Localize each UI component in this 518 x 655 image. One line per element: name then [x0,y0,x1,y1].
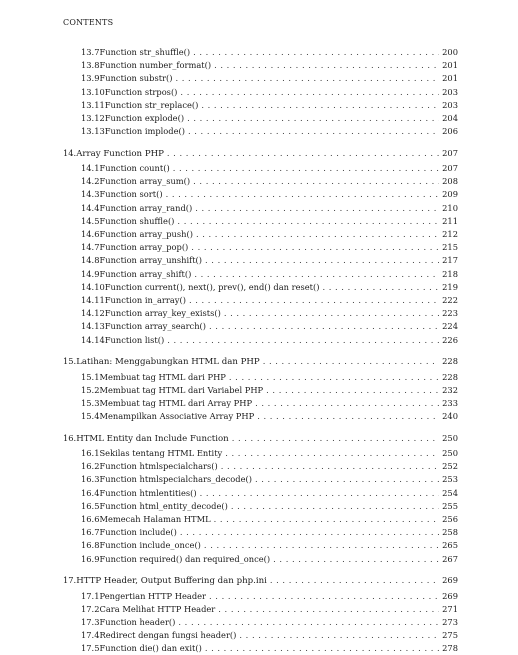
entry-title: Membuat tag HTML dari PHP [99,371,226,382]
entry-page-number: 275 [442,630,458,641]
entry-number: 17.4 [81,630,100,641]
entry-page-number: 269 [442,590,458,601]
entry-number: 16. [63,432,77,443]
entry-number: 15.2 [81,384,100,395]
entry-page-number: 215 [442,242,458,253]
entry-title: Function htmlspecialchars() [99,461,218,472]
entry-number: 14.10 [81,281,105,292]
dot-leader [231,500,439,513]
toc-entry[interactable] [63,320,458,333]
dot-leader [187,112,439,125]
running-header: CONTENTS [63,18,114,27]
entry-page-number: 271 [442,603,458,614]
toc-entry[interactable] [63,384,458,397]
entry-title: Function include_once() [99,540,201,551]
entry-title: Function die() dan exit() [99,643,202,654]
toc-entry[interactable] [63,268,458,281]
entry-title: Function explode() [104,112,185,123]
entry-page-number: 203 [442,99,458,110]
entry-page-number: 212 [442,229,458,240]
entry-page-number: 203 [442,86,458,97]
entry-number: 15.3 [81,397,100,408]
entry-number: 14.14 [81,334,105,345]
dot-leader [193,46,439,59]
toc-entry[interactable] [63,254,458,267]
entry-title: Function header() [99,616,176,627]
entry-title: Function required() dan required_once() [99,553,271,564]
entry-number: 17.3 [81,616,100,627]
toc-entry[interactable] [63,603,458,616]
entry-number: 13.7 [81,47,100,57]
entry-number: 17. [63,575,77,586]
toc-entry[interactable] [63,281,458,294]
entry-page-number: 224 [442,321,458,332]
toc-entry[interactable] [63,397,458,410]
entry-title: Function number_format() [99,60,212,71]
entry-title: Function str_shuffle() [99,47,191,57]
dot-leader [224,307,439,320]
toc-entry[interactable] [63,590,458,603]
dot-leader [177,215,439,228]
entry-title: Function htmlspecialchars_decode() [99,474,252,485]
entry-number: 14.7 [81,242,100,253]
entry-page-number: 273 [442,616,458,627]
dot-leader [322,281,439,294]
chapter-heading[interactable] [63,147,458,160]
section-gap [63,347,458,356]
entry-page-number: 250 [442,432,458,443]
dot-leader [196,228,439,241]
entry-title: Function array_pop() [99,242,189,253]
entry-page-number: 207 [442,163,458,174]
dot-leader [255,397,439,410]
entry-number: 17.1 [81,590,100,601]
dot-leader [239,629,439,642]
toc-entry[interactable] [63,99,458,112]
dot-leader [209,320,439,333]
entry-title: Function current(), next(), prev(), end() dan reset() [104,281,320,292]
toc-entry[interactable] [63,72,458,85]
entry-title: Latihan: Menggabungkan HTML dan PHP [76,357,260,368]
entry-title: Function shuffle() [99,215,175,226]
entry-page-number: 207 [442,147,458,158]
entry-title: Function include() [99,527,177,538]
entry-title: Menampilkan Associative Array PHP [99,411,255,422]
toc-entry[interactable] [63,307,458,320]
entry-page-number: 219 [442,281,458,292]
toc-entry[interactable] [63,162,458,175]
entry-number: 16.7 [81,527,100,538]
entry-number: 14.13 [81,321,105,332]
chapter-heading[interactable] [63,432,458,445]
entry-number: 13.13 [81,126,105,137]
entry-number: 14.6 [81,229,100,240]
entry-page-number: 253 [442,474,458,485]
dot-leader [201,99,439,112]
entry-number: 14. [63,147,77,158]
dot-leader [178,616,439,629]
dot-leader [180,86,439,99]
entry-page-number: 256 [442,513,458,524]
dot-leader [189,294,439,307]
chapter-heading[interactable] [63,355,458,368]
dot-leader [205,254,439,267]
entry-page-number: 228 [442,371,458,382]
entry-number: 16.9 [81,553,100,564]
toc-entry[interactable] [63,526,458,539]
entry-page-number: 209 [442,189,458,200]
entry-page-number: 217 [442,255,458,266]
dot-leader [225,447,439,460]
dot-leader [180,526,439,539]
entry-page-number: 210 [442,202,458,213]
dot-leader [221,460,439,473]
entry-number: 14.11 [81,294,105,305]
dot-leader [270,574,439,587]
dot-leader [266,384,439,397]
dot-leader [209,590,439,603]
entry-title: Membuat tag HTML dari Array PHP [99,397,253,408]
entry-number: 13.8 [81,60,100,71]
entry-title: Function in_array() [104,294,186,305]
toc-entry[interactable] [63,500,458,513]
dot-leader [175,72,439,85]
dot-leader [218,603,439,616]
entry-page-number: 269 [442,575,458,586]
dot-leader [194,268,439,281]
toc-entry[interactable] [63,629,458,642]
entry-title: Cara Melihat HTTP Header [99,603,216,614]
entry-title: Function htmlentities() [99,487,197,498]
entry-title: Function array_push() [99,229,193,240]
entry-number: 15.4 [81,411,100,422]
entry-title: Function html_entity_decode() [99,500,228,511]
entry-page-number: 208 [442,176,458,187]
entry-number: 14.8 [81,255,100,266]
entry-page-number: 201 [442,60,458,71]
entry-number: 13.10 [81,86,105,97]
entry-page-number: 254 [442,487,458,498]
dot-leader [167,147,439,160]
chapter-heading[interactable] [63,574,458,587]
dot-leader [257,410,439,423]
entry-page-number: 206 [442,126,458,137]
entry-title: Redirect dengan fungsi header() [99,630,237,641]
dot-leader [229,371,439,384]
entry-page-number: 255 [442,500,458,511]
entry-number: 17.2 [81,603,100,614]
toc-entry[interactable] [63,125,458,138]
entry-page-number: 218 [442,268,458,279]
entry-number: 14.9 [81,268,100,279]
entry-title: Function substr() [99,73,173,84]
toc-entry[interactable] [63,371,458,384]
dot-leader [173,162,439,175]
entry-page-number: 204 [442,112,458,123]
entry-title: Function str_replace() [104,99,199,110]
toc-entry[interactable] [63,86,458,99]
toc-entry[interactable] [63,202,458,215]
entry-page-number: 232 [442,384,458,395]
entry-page-number: 211 [442,215,458,226]
entry-number: 16.3 [81,474,100,485]
entry-title: Pengertian HTTP Header [99,590,207,601]
entry-page-number: 223 [442,308,458,319]
entry-title: Function array_sum() [99,176,191,187]
dot-leader [232,432,439,445]
dot-leader [191,241,439,254]
entry-title: Memecah Halaman HTML [99,513,211,524]
entry-title: Function sort() [99,189,163,200]
entry-page-number: 226 [442,334,458,345]
entry-page-number: 252 [442,461,458,472]
entry-number: 13.9 [81,73,100,84]
toc-entry[interactable] [63,241,458,254]
entry-number: 15.1 [81,371,100,382]
entry-title: Function list() [104,334,165,345]
entry-title: Function count() [99,163,170,174]
entry-number: 17.5 [81,643,100,654]
entry-page-number: 222 [442,294,458,305]
toc-entry[interactable] [63,487,458,500]
toc-entry[interactable] [63,188,458,201]
entry-title: Function array_search() [104,321,207,332]
dot-leader [205,642,439,655]
table-of-contents [63,46,458,655]
entry-number: 16.4 [81,487,100,498]
toc-entry[interactable] [63,112,458,125]
entry-page-number: 200 [442,47,458,57]
toc-entry[interactable] [63,294,458,307]
entry-number: 14.12 [81,308,105,319]
section-gap [63,566,458,575]
dot-leader [195,202,439,215]
entry-number: 15. [63,356,77,367]
toc-entry[interactable] [63,228,458,241]
entry-page-number: 201 [442,73,458,84]
dot-leader [204,539,439,552]
dot-leader [255,473,439,486]
dot-leader [193,175,439,188]
entry-page-number: 278 [442,643,458,654]
entry-number: 16.5 [81,500,100,511]
toc-entry[interactable] [63,460,458,473]
toc-entry[interactable] [63,553,458,566]
entry-title: Array Function PHP [76,148,164,159]
toc-entry[interactable] [63,513,458,526]
dot-leader [214,59,439,72]
dot-leader [214,513,440,526]
entry-number: 16.2 [81,461,100,472]
entry-title: Function strpos() [104,86,178,97]
entry-title: Sekilas tentang HTML Entity [99,448,223,459]
toc-entry[interactable] [63,539,458,552]
toc-entry[interactable] [63,447,458,460]
toc-entry[interactable] [63,642,458,655]
entry-title: Membuat tag HTML dari Variabel PHP [99,384,264,395]
toc-entry[interactable] [63,46,458,59]
entry-number: 16.1 [81,448,100,459]
dot-leader [273,553,439,566]
entry-number: 14.5 [81,215,100,226]
entry-page-number: 250 [442,448,458,459]
entry-page-number: 233 [442,397,458,408]
entry-title: Function array_shift() [99,268,192,279]
toc-entry[interactable] [63,215,458,228]
toc-entry[interactable] [63,59,458,72]
entry-title: Function array_rand() [99,202,193,213]
toc-entry[interactable] [63,334,458,347]
entry-title: HTML Entity dan Include Function [76,433,229,444]
entry-number: 14.4 [81,202,100,213]
dot-leader [263,355,439,368]
entry-title: Function implode() [104,126,185,137]
entry-page-number: 265 [442,540,458,551]
entry-number: 14.1 [81,163,100,174]
entry-title: HTTP Header, Output Buffering dan php.ini [76,576,267,587]
section-gap [63,423,458,432]
dot-leader [167,334,439,347]
entry-page-number: 240 [442,411,458,422]
dot-leader [200,487,440,500]
dot-leader [166,188,440,201]
section-gap [63,138,458,147]
entry-title: Function array_unshift() [99,255,203,266]
entry-number: 16.6 [81,513,100,524]
dot-leader [188,125,439,138]
entry-number: 14.3 [81,189,100,200]
entry-page-number: 228 [442,356,458,367]
entry-page-number: 258 [442,527,458,538]
entry-number: 16.8 [81,540,100,551]
toc-entry[interactable] [63,410,458,423]
entry-number: 14.2 [81,176,100,187]
entry-page-number: 267 [442,553,458,564]
entry-number: 13.12 [81,112,105,123]
entry-title: Function array_key_exists() [104,308,221,319]
toc-entry[interactable] [63,175,458,188]
toc-entry[interactable] [63,473,458,486]
toc-entry[interactable] [63,616,458,629]
entry-number: 13.11 [81,99,105,110]
